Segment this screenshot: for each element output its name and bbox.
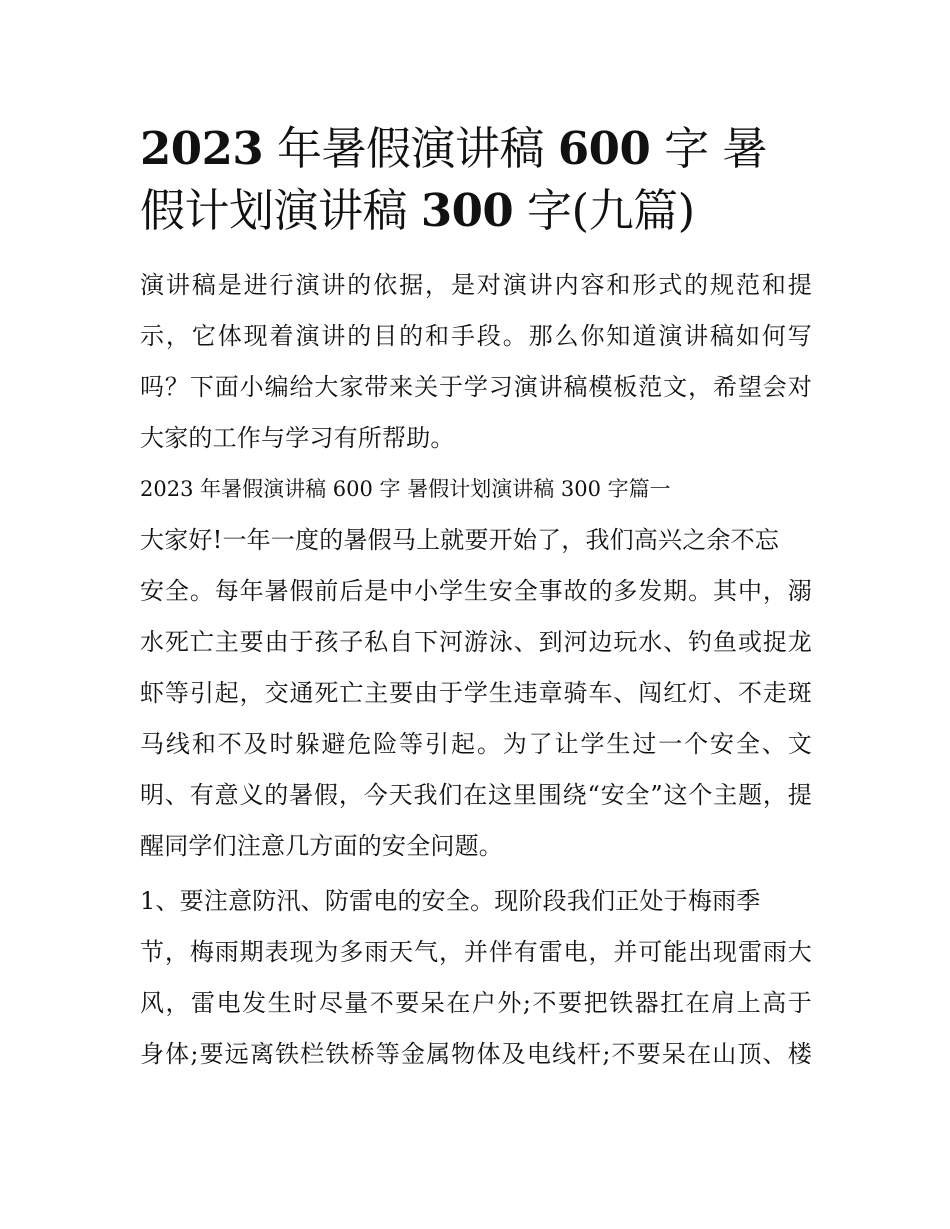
- point-line: 节，梅雨期表现为多雨天气，并伴有雷电，并可能出现雷雨大: [140, 938, 812, 966]
- intro-line: 吗？下面小编给大家带来关于学习演讲稿模板范文，希望会对: [140, 373, 812, 401]
- body-paragraph: [140, 515, 812, 872]
- title-number-300: 300: [420, 184, 514, 237]
- document-content: [140, 118, 812, 1080]
- document-title-line-1: [140, 118, 812, 180]
- body-line: 马线和不及时躲避危险等引起。为了让学生过一个安全、文: [140, 730, 812, 758]
- body-line: 大家好!一年一度的暑假马上就要开始了，我们高兴之余不忘: [140, 526, 780, 554]
- document-title-line-2: [140, 180, 812, 242]
- point-1-paragraph: [140, 876, 812, 1080]
- intro-line: 示，它体现着演讲的目的和手段。那么你知道演讲稿如何写: [140, 322, 812, 350]
- point-line: 风，雷电发生时尽量不要呆在户外;不要把铁器扛在肩上高于: [140, 989, 812, 1017]
- title-text-b: 字 暑: [650, 122, 767, 175]
- body-line: 安全。每年暑假前后是中小学生安全事故的多发期。其中，溺: [140, 577, 812, 605]
- body-line: 水死亡主要由于孩子私自下河游泳、到河边玩水、钓鱼或捉龙: [140, 628, 812, 656]
- title-text-a: 年暑假演讲稿: [263, 122, 558, 175]
- intro-paragraph: [140, 260, 812, 464]
- intro-line: 大家的工作与学习有所帮助。: [140, 424, 455, 452]
- body-line: 虾等引起，交通死亡主要由于学生违章骑车、闯红灯、不走斑: [140, 679, 812, 707]
- title-year: 2023: [140, 122, 264, 175]
- title-number-600: 600: [557, 122, 651, 175]
- point-line: 身体;要远离铁栏铁桥等金属物体及电线杆;不要呆在山顶、楼: [140, 1040, 812, 1068]
- point-line: 1、要注意防汛、防雷电的安全。现阶段我们正处于梅雨季: [140, 887, 761, 915]
- body-line: 明、有意义的暑假，今天我们在这里围绕“安全”这个主题，提: [140, 781, 812, 809]
- body-line: 醒同学们注意几方面的安全问题。: [140, 832, 503, 860]
- section-heading: 2023 年暑假演讲稿 600 字 暑假计划演讲稿 300 字篇一: [140, 477, 671, 501]
- intro-line: 演讲稿是进行演讲的依据，是对演讲内容和形式的规范和提: [140, 271, 812, 299]
- title-text-d: 字(九篇): [513, 184, 695, 237]
- title-text-c: 假计划演讲稿: [140, 184, 421, 237]
